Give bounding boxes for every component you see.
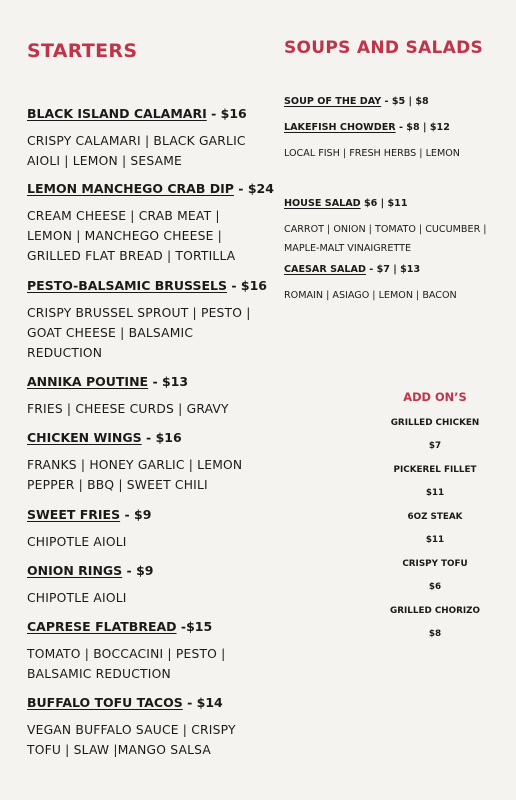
item-description: CREAM CHEESE | CRAB MEAT | LEMON | MANCHEGO CHEESE | GRILLED FLAT BREAD | TORTILLA	[27, 209, 236, 263]
item-description: LOCAL FISH | FRESH HERBS | LEMON	[284, 148, 460, 159]
item-price: - $16	[231, 278, 267, 293]
addon-name: PICKEREL FILLET	[393, 465, 477, 475]
item-heading	[27, 430, 267, 445]
addon-name: CRISPY TOFU	[402, 559, 468, 569]
starters-title: STARTERS	[27, 40, 138, 62]
item-name: ANNIKA POUTINE	[27, 374, 149, 389]
item-price: - $13	[152, 374, 189, 389]
addon-name: GRILLED CHICKEN	[390, 418, 480, 428]
item-description: CHIPOTLE AIOLI	[27, 535, 127, 549]
addon-price: $6	[428, 582, 442, 592]
item-price: -$15	[180, 619, 213, 634]
item-heading	[27, 374, 267, 389]
addons-section	[380, 390, 490, 639]
item-heading	[27, 507, 267, 522]
item-name: BUFFALO TOFU TACOS	[27, 695, 183, 710]
item-heading	[27, 106, 267, 121]
item-heading	[284, 264, 504, 275]
item-price: - $5 | $8	[384, 96, 429, 107]
addon-price: $11	[425, 535, 445, 545]
menu-item	[27, 619, 267, 684]
menu-item	[284, 264, 504, 305]
menu-item	[27, 430, 267, 495]
item-name: CAPRESE FLATBREAD	[27, 619, 177, 634]
item-name: BLACK ISLAND CALAMARI	[27, 106, 207, 121]
item-price: - $7 | $13	[369, 264, 421, 275]
menu-item	[27, 278, 267, 363]
item-heading	[284, 96, 504, 107]
item-price: - $24	[238, 181, 274, 196]
item-description: CRISPY CALAMARI | BLACK GARLIC AIOLI | LEMON | SESAME	[27, 134, 246, 168]
item-description: FRANKS | HONEY GARLIC | LEMON PEPPER | BBQ | SWEET CHILI	[27, 458, 243, 492]
soups-salads-title: SOUPS AND SALADS	[284, 38, 484, 58]
item-price: - $14	[187, 695, 223, 710]
addon-name: GRILLED CHORIZO	[389, 606, 481, 616]
item-price: - $8 | $12	[398, 122, 450, 133]
menu-item	[284, 198, 504, 258]
item-description: ROMAIN | ASIAGO | LEMON | BACON	[284, 290, 457, 301]
item-name: CAESAR SALAD	[284, 264, 366, 275]
item-name: HOUSE SALAD	[284, 198, 361, 209]
item-name: SOUP OF THE DAY	[284, 96, 382, 107]
item-price: - $9	[124, 507, 152, 522]
item-name: LEMON MANCHEGO CRAB DIP	[27, 181, 234, 196]
item-price: $6 | $11	[363, 198, 408, 209]
menu-item	[27, 374, 267, 419]
item-price: - $9	[126, 563, 154, 578]
item-heading	[284, 198, 504, 209]
item-name: LAKEFISH CHOWDER	[284, 122, 396, 133]
item-heading	[27, 563, 267, 578]
item-price: - $16	[211, 106, 247, 121]
menu-item	[27, 181, 274, 266]
addons-title: ADD ON’S	[403, 390, 467, 404]
item-price: - $16	[146, 430, 182, 445]
item-name: PESTO-BALSAMIC BRUSSELS	[27, 278, 227, 293]
menu-item	[27, 695, 267, 760]
item-name: ONION RINGS	[27, 563, 123, 578]
item-description: CHIPOTLE AIOLI	[27, 591, 127, 605]
addon-name: 6OZ STEAK	[407, 512, 463, 522]
item-description: VEGAN BUFFALO SAUCE | CRISPY TOFU | SLAW |MANGO SALSA	[27, 723, 236, 757]
addon-price: $11	[425, 488, 445, 498]
item-description: TOMATO | BOCCACINI | PESTO | BALSAMIC REDUCTION	[27, 647, 226, 681]
item-heading	[27, 695, 267, 710]
menu-item	[284, 96, 504, 107]
item-name: CHICKEN WINGS	[27, 430, 142, 445]
addon-price: $8	[428, 629, 442, 639]
item-heading	[284, 122, 504, 133]
item-description: FRIES | CHEESE CURDS | GRAVY	[27, 402, 229, 416]
menu-item	[27, 507, 267, 552]
menu-item	[284, 122, 504, 163]
addon-price: $7	[428, 441, 442, 451]
item-name: SWEET FRIES	[27, 507, 121, 522]
item-description: CARROT | ONION | TOMATO | CUCUMBER | MAPLE-MALT VINAIGRETTE	[284, 224, 487, 254]
item-heading	[27, 619, 267, 634]
menu-item	[27, 563, 267, 608]
item-description: CRISPY BRUSSEL SPROUT | PESTO | GOAT CHEESE | BALSAMIC REDUCTION	[27, 306, 251, 360]
item-heading	[27, 278, 267, 293]
item-heading	[27, 181, 274, 196]
menu-item	[27, 106, 267, 171]
